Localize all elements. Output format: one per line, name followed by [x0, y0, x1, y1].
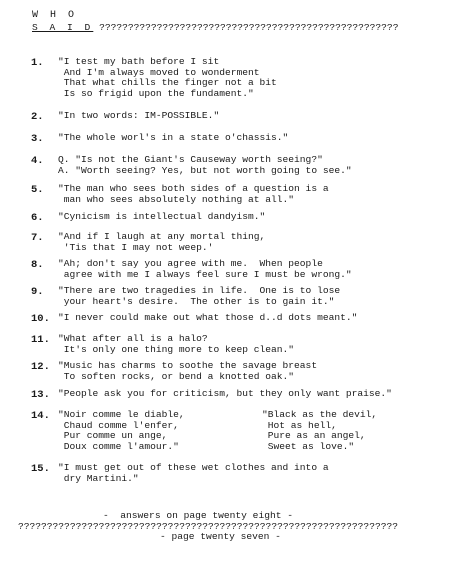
quote-number: 10. — [31, 313, 50, 325]
quote-line: "Cynicism is intellectual dandyism." — [58, 211, 266, 222]
quote-line: To soften rocks, or bend a knotted oak." — [58, 370, 295, 382]
answers-note: - answers on page twenty eight - — [103, 510, 293, 521]
quote-line: "Black as the devil, — [262, 409, 378, 420]
quote-line: your heart's desire. The other is to gain it." — [58, 295, 335, 307]
quote-line: It's only one thing more to keep clean." — [58, 343, 295, 355]
page-number: - page twenty seven - — [160, 531, 281, 542]
header-question-marks: ???????????????????????????????????????????????????? — [99, 22, 399, 33]
quote-number: 3. — [31, 133, 44, 145]
quote-number: 5. — [31, 184, 44, 196]
quote-line: That what chills the finger not a bit — [58, 77, 277, 88]
quote-line: "People ask you for criticism, but they only want praise." — [58, 388, 392, 399]
quote-number: 13. — [31, 389, 50, 401]
quote-line: Sweet as love." — [262, 440, 355, 452]
quote-line: "And if I laugh at any mortal thing, — [58, 231, 266, 242]
quote-line: Q. "Is not the Giant's Causeway worth seeing?" — [58, 154, 323, 165]
quote-line: Pure as an angel, — [262, 430, 366, 441]
header-said: S A I D — [32, 22, 94, 33]
quote-line: A. "Worth seeing? Yes, but not worth going to see." — [58, 164, 352, 176]
quote-line: dry Martini." — [58, 472, 139, 484]
quote-line: Pur comme un ange, — [58, 430, 168, 441]
quote-translation — [262, 410, 377, 452]
quote-line: And I'm always moved to wonderment — [58, 66, 260, 78]
quote-line: "What after all is a halo? — [58, 333, 208, 344]
quote-number: 1. — [31, 57, 44, 69]
quote-line: "Music has charms to soothe the savage breast — [58, 360, 318, 371]
quote-line: agree with me I always feel sure I must be wrong." — [58, 268, 352, 280]
quote-item — [58, 313, 357, 324]
header-title: W H O — [32, 10, 78, 21]
quote-line: Is so frigid upon the fundament." — [58, 87, 254, 99]
quote-number: 15. — [31, 463, 50, 475]
header-said-line — [32, 22, 398, 33]
quote-number: 7. — [31, 232, 44, 244]
quote-number: 11. — [31, 334, 50, 346]
quote-item — [58, 410, 185, 452]
quote-line: 'Tis that I may not weep.' — [58, 241, 214, 253]
quote-line: "Noir comme le diable, — [58, 409, 185, 420]
quote-number: 14. — [31, 410, 50, 422]
quote-item — [58, 286, 340, 307]
quote-item — [58, 184, 329, 205]
quote-item — [58, 232, 265, 253]
quote-number: 8. — [31, 259, 44, 271]
quote-number: 6. — [31, 212, 44, 224]
quote-line: "The man who sees both sides of a question is a — [58, 183, 329, 194]
quote-item — [58, 212, 265, 223]
quote-number: 2. — [31, 111, 44, 123]
quote-item — [58, 155, 352, 176]
quote-number: 9. — [31, 286, 44, 298]
quote-item — [58, 57, 277, 99]
quote-item — [58, 259, 352, 280]
quote-line: "Ah; don't say you agree with me. When people — [58, 258, 323, 269]
quote-line: "There are two tragedies in life. One is to lose — [58, 285, 341, 296]
quote-number: 12. — [31, 361, 50, 373]
quote-item — [58, 334, 294, 355]
quote-line: man who sees absolutely nothing at all." — [58, 193, 295, 205]
quote-line: Chaud comme l'enfer, — [58, 419, 179, 431]
quote-line: "I never could make out what those d..d dots meant." — [58, 312, 358, 323]
quote-line: "I must get out of these wet clothes and into a — [58, 462, 329, 473]
footer-question-marks: ?????????????????????????????????????????????????????????????????? — [18, 521, 398, 532]
quote-item — [58, 133, 288, 144]
quote-line: Hot as hell, — [262, 419, 337, 431]
quote-number: 4. — [31, 155, 44, 167]
quote-item — [58, 463, 329, 484]
quote-item — [58, 361, 317, 382]
quote-line: Doux comme l'amour." — [58, 440, 179, 452]
quote-line: "In two words: IM-POSSIBLE." — [58, 110, 220, 121]
quote-line: "I test my bath before I sit — [58, 56, 220, 67]
quote-item — [58, 389, 392, 400]
quote-item — [58, 111, 219, 122]
quote-line: "The whole worl's in a state o'chassis." — [58, 132, 289, 143]
